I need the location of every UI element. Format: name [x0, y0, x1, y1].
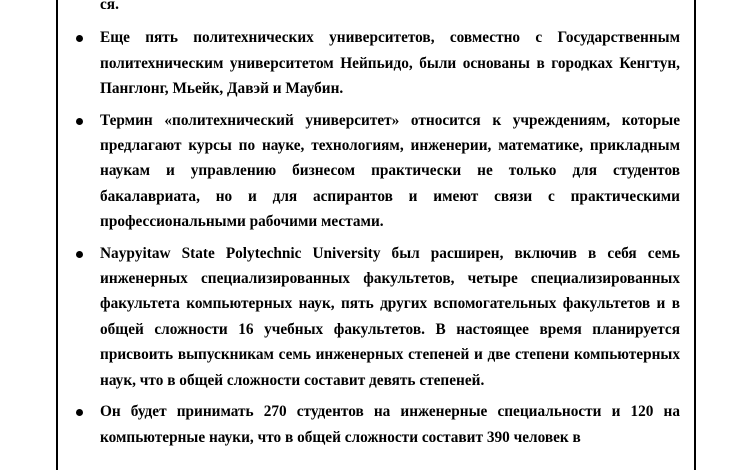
bullet-list	[72, 25, 680, 450]
list-item	[72, 108, 680, 235]
continued-text: ся.	[100, 0, 119, 13]
list-item-text: Еще пять политехнических университетов, совместно с Государственным политехническим университетом Нейпьидо, были основаны в городках Кенгтун, Панглонг, Мьейк, Давэй и Маубин.	[100, 29, 680, 98]
list-item-text: Naypyitaw State Polytechnic University был расширен, включив в себя семь инженерных специализированных факультетов, четыре специализированных факультета компьютерных наук, пять других вспомогательных факультетов и в общей сложности 16 учебных факультетов. В настоящее время планируется присвоить выпускникам семь инженерных степеней и две степени компьютерных наук, что в общей сложности составит девять степеней.	[100, 244, 680, 389]
bullet-icon	[76, 409, 83, 416]
list-item	[72, 241, 680, 393]
list-item-text: Термин «политехнический университет» относится к учреждениям, которые предлагают курсы по науке, технологиям, инженерии, математике, прикладным наукам и управлению бизнесом практически не только для студентов бакалавриата, но и для аспирантов и имеют связи с практическими профессиональными рабочими местами.	[100, 111, 680, 231]
list-item	[72, 399, 680, 450]
bullet-icon	[76, 35, 83, 42]
bullet-icon	[76, 251, 83, 258]
document-body	[72, 0, 680, 456]
bullet-icon	[76, 118, 83, 125]
list-item	[72, 25, 680, 101]
list-item-text: Он будет принимать 270 студентов на инженерные специальности и 120 на компьютерные науки, что в общей сложности составит 390 человек в	[100, 403, 680, 446]
